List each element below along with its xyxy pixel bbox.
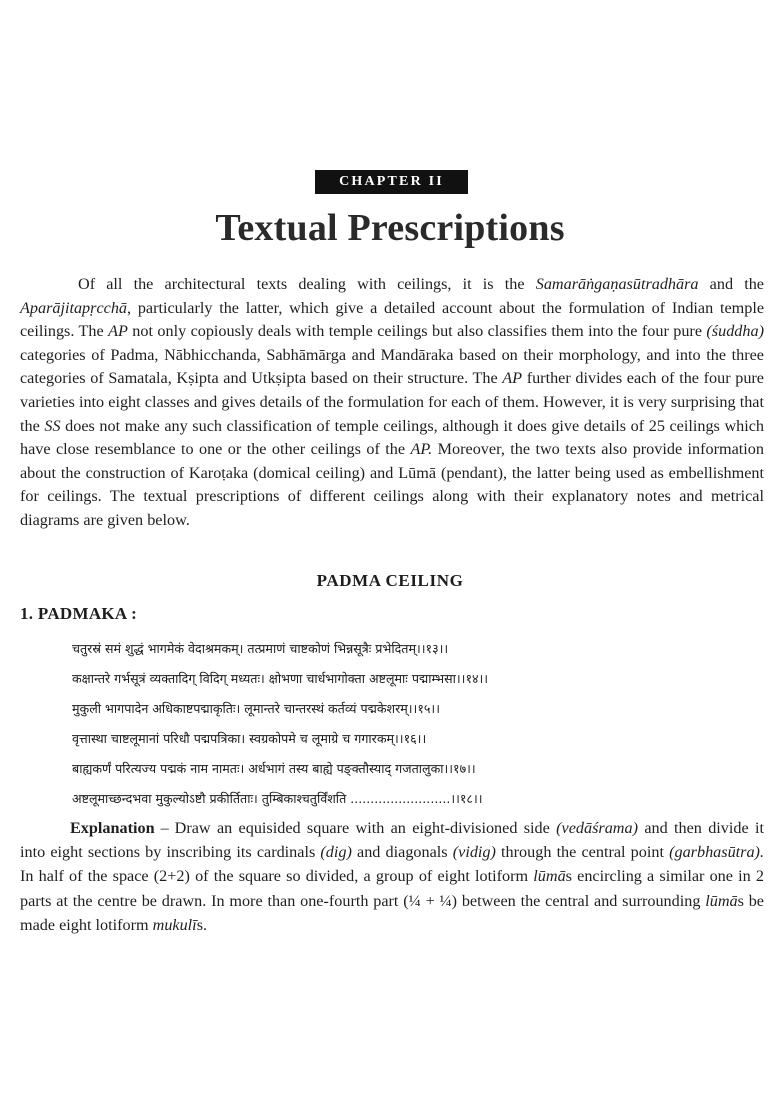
intro-text-1: Of all the architectural texts dealing with ceilings, it is the <box>78 275 536 293</box>
chapter-label: CHAPTER II <box>315 170 468 194</box>
explanation-text-2: and then divide it into eight sections by inscribing its cardinals <box>20 819 764 862</box>
intro-term-suddha: (śuddha) <box>706 322 764 341</box>
sub-heading: 1. PADMAKA : <box>20 604 138 623</box>
explanation-text-3: and diagonals <box>351 843 453 862</box>
intro-abbrev-ss: SS <box>44 416 61 435</box>
explanation-text-4: through the central point <box>495 843 670 862</box>
intro-text-2: and the <box>698 275 764 293</box>
explanation-term-garbhasutra: (garbhasūtra). <box>669 843 764 862</box>
intro-abbrev-ap: AP <box>502 369 523 388</box>
page-title: Textual Prescriptions <box>215 207 565 249</box>
intro-text-3: , particularly the latter, which give a detailed account about the formulation of Indian temple ceilings. The <box>20 298 764 341</box>
intro-text-8: Moreover, the two texts also provide information about the construction of Karoṭaka (domical ceiling) and Lūmā (pendant), the latter being used as embellishment for ceilings. The textual prescriptions of different ceilings along with their explanatory notes and metrical diagrams are given below. <box>20 440 764 529</box>
intro-abbrev-ap: AP. <box>410 440 433 459</box>
explanation-text-7: s be made eight lotiform <box>20 891 764 934</box>
intro-text-7: does not make any such classification of temple ceilings, although it does give details of 25 ceilings which have close resemblance to one or the other ceilings of the <box>20 416 764 459</box>
verse-line: कक्षान्तरे गर्भसूत्रं व्यक्तादिग् विदिग् मध्यतः। क्षोभणा चार्धभागोक्ता अष्टलूमाः पद्माम्भसा।।१४।। <box>72 671 489 686</box>
explanation-term-vidig: (vidig) <box>452 843 496 862</box>
explanation-term-mukuli: mukulī <box>152 915 197 934</box>
sanskrit-verses <box>72 634 762 814</box>
verse-line: मुकुली भागपादेन अधिकाष्टपद्माकृतिः। लूमान्तरे चान्तरस्थं कर्तव्यं पद्मकेशरम्।।१५।। <box>72 701 440 716</box>
intro-text-6: further divides each of the four pure varieties into eight classes and gives details of the formulation for each of them. However, it is very surprising that the <box>20 369 764 435</box>
explanation-term-luma: lūmā <box>705 891 738 910</box>
explanation-dash: – <box>160 819 169 837</box>
intro-text-4: not only copiously deals with temple ceilings but also classifies them into the four pure <box>127 322 707 341</box>
intro-abbrev-ap: AP <box>108 322 128 341</box>
explanation-label: Explanation <box>70 819 155 837</box>
section-heading: PADMA CEILING <box>316 571 464 590</box>
explanation-term-vedasrama: (vedāśrama) <box>556 819 638 837</box>
explanation-text-8: s. <box>196 915 208 934</box>
explanation-text-5: In half of the space (2+2) of the square so divided, a group of eight lotiform <box>20 867 534 886</box>
intro-text-5: categories of Padma, Nābhicchanda, Sabhāmārga and Mandāraka based on their morphology, and into the three categories of Samatala, Kṣipta and Utkṣipta based on their structure. The <box>20 345 764 388</box>
verse-line: बाह्यकर्णं परित्यज्य पद्मकं नाम नामतः। अर्धभागं तस्य बाह्ये पङ्क्तौस्याद् गजतालुका।।१७।। <box>72 761 476 776</box>
intro-paragraph <box>20 273 764 533</box>
intro-term-aparajitaprccha: Aparājitapṛcchā <box>20 298 128 317</box>
explanation-text-6: s encircling a similar one in 2 parts at the centre be drawn. In more than one-fourth part (¼ + ¼) between the central and surrounding <box>20 867 765 910</box>
verse-line: चतुरस्रं समं शुद्धं भागमेकं वेदाश्रमकम्। तत्प्रमाणं चाष्टकोणं भिन्नसूत्रैः प्रभेदितम्।।१३।। <box>72 641 449 656</box>
intro-term-samaranganasutradhara: Samarāṅgaṇasūtradhāra <box>535 275 699 293</box>
verse-line: वृत्तास्था चाष्टलूमानां परिधौ पद्मपत्रिका। स्वग्रकोपमे च लूमाग्रे च गगारकम्।।१६।। <box>72 731 427 746</box>
explanation-term-dig: (dig) <box>320 843 352 862</box>
explanation-term-luma: lūmā <box>533 867 566 886</box>
explanation-text-1: Draw an equisided square with an eight-divisioned side <box>174 819 557 837</box>
explanation-paragraph <box>20 816 764 937</box>
verse-line: अष्टलूमाच्छन्दभवा मुकुल्योऽष्टौ प्रकीर्तिताः। तुम्बिकाश्चतुर्विंशति .........................।।१८।। <box>72 791 483 806</box>
